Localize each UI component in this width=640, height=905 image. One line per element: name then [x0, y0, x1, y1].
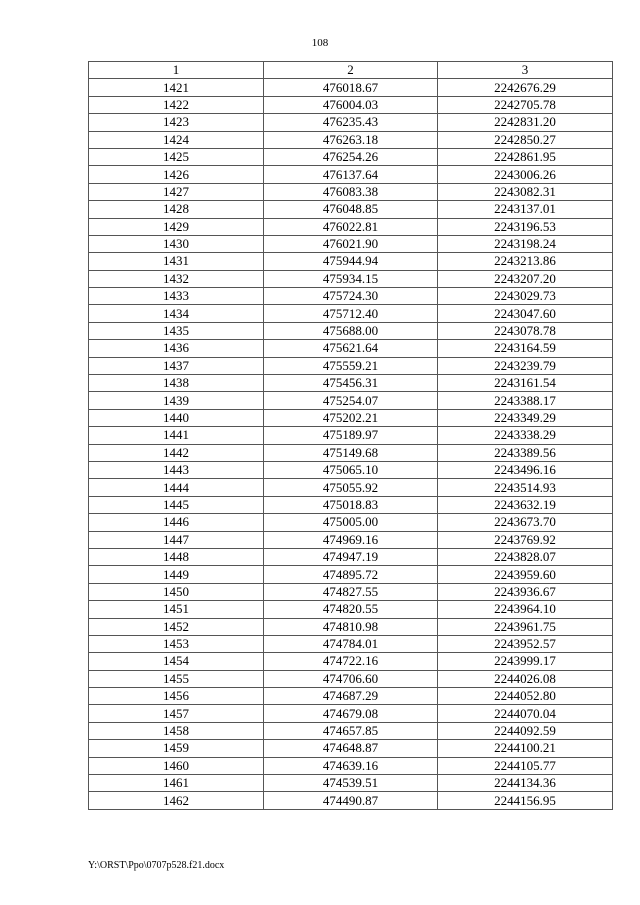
x-coordinate-cell: 474639.16: [264, 757, 438, 774]
point-number-cell: 1427: [89, 183, 264, 200]
table-row: [89, 131, 613, 148]
y-coordinate-cell: 2243047.60: [438, 305, 613, 322]
y-coordinate-cell: 2243999.17: [438, 653, 613, 670]
y-coordinate-cell: 2243632.19: [438, 496, 613, 513]
y-coordinate-cell: 2243161.54: [438, 375, 613, 392]
x-coordinate-cell: 475055.92: [264, 479, 438, 496]
x-coordinate-cell: 475005.00: [264, 514, 438, 531]
point-number-cell: 1430: [89, 235, 264, 252]
table-row: [89, 235, 613, 252]
x-coordinate-cell: 474539.51: [264, 775, 438, 792]
point-number-cell: 1444: [89, 479, 264, 496]
y-coordinate-cell: 2244052.80: [438, 688, 613, 705]
point-number-cell: 1433: [89, 288, 264, 305]
table-row: [89, 114, 613, 131]
y-coordinate-cell: 2244092.59: [438, 722, 613, 739]
y-coordinate-cell: 2244156.95: [438, 792, 613, 809]
point-number-cell: 1441: [89, 427, 264, 444]
y-coordinate-cell: 2243673.70: [438, 514, 613, 531]
point-number-cell: 1422: [89, 96, 264, 113]
y-coordinate-cell: 2244026.08: [438, 670, 613, 687]
y-coordinate-cell: 2244105.77: [438, 757, 613, 774]
y-coordinate-cell: 2243389.56: [438, 444, 613, 461]
point-number-cell: 1442: [89, 444, 264, 461]
table-row: [89, 357, 613, 374]
table-row: [89, 548, 613, 565]
point-number-cell: 1458: [89, 722, 264, 739]
table-row: [89, 444, 613, 461]
table-row: [89, 722, 613, 739]
x-coordinate-cell: 476137.64: [264, 166, 438, 183]
table-row: [89, 79, 613, 96]
y-coordinate-cell: 2243239.79: [438, 357, 613, 374]
x-coordinate-cell: 475724.30: [264, 288, 438, 305]
table-row: [89, 670, 613, 687]
y-coordinate-cell: 2243496.16: [438, 461, 613, 478]
y-coordinate-cell: 2243349.29: [438, 409, 613, 426]
coordinates-table: [88, 61, 613, 810]
x-coordinate-cell: 475018.83: [264, 496, 438, 513]
table-row: [89, 270, 613, 287]
y-coordinate-cell: 2243964.10: [438, 601, 613, 618]
table-row: [89, 705, 613, 722]
x-coordinate-cell: 475688.00: [264, 322, 438, 339]
point-number-cell: 1437: [89, 357, 264, 374]
point-number-cell: 1446: [89, 514, 264, 531]
point-number-cell: 1426: [89, 166, 264, 183]
table-row: [89, 183, 613, 200]
x-coordinate-cell: 474706.60: [264, 670, 438, 687]
point-number-cell: 1421: [89, 79, 264, 96]
point-number-cell: 1451: [89, 601, 264, 618]
point-number-cell: 1431: [89, 253, 264, 270]
x-coordinate-cell: 474947.19: [264, 548, 438, 565]
table-row: [89, 496, 613, 513]
table-row: [89, 792, 613, 809]
x-coordinate-cell: 474827.55: [264, 583, 438, 600]
point-number-cell: 1461: [89, 775, 264, 792]
point-number-cell: 1440: [89, 409, 264, 426]
table-row: [89, 479, 613, 496]
y-coordinate-cell: 2243137.01: [438, 201, 613, 218]
table-row: [89, 688, 613, 705]
y-coordinate-cell: 2243961.75: [438, 618, 613, 635]
column-header: 2: [264, 62, 438, 79]
point-number-cell: 1456: [89, 688, 264, 705]
x-coordinate-cell: 476022.81: [264, 218, 438, 235]
x-coordinate-cell: 474687.29: [264, 688, 438, 705]
x-coordinate-cell: 474722.16: [264, 653, 438, 670]
point-number-cell: 1457: [89, 705, 264, 722]
x-coordinate-cell: 475456.31: [264, 375, 438, 392]
table-row: [89, 166, 613, 183]
y-coordinate-cell: 2242831.20: [438, 114, 613, 131]
x-coordinate-cell: 474820.55: [264, 601, 438, 618]
table-body: [89, 79, 613, 809]
point-number-cell: 1449: [89, 566, 264, 583]
table-row: [89, 601, 613, 618]
x-coordinate-cell: 475559.21: [264, 357, 438, 374]
column-header: 3: [438, 62, 613, 79]
table-row: [89, 409, 613, 426]
table-row: [89, 618, 613, 635]
table-row: [89, 566, 613, 583]
y-coordinate-cell: 2242705.78: [438, 96, 613, 113]
table-row: [89, 740, 613, 757]
x-coordinate-cell: 475254.07: [264, 392, 438, 409]
table-row: [89, 583, 613, 600]
point-number-cell: 1447: [89, 531, 264, 548]
y-coordinate-cell: 2242676.29: [438, 79, 613, 96]
y-coordinate-cell: 2243006.26: [438, 166, 613, 183]
table-row: [89, 201, 613, 218]
point-number-cell: 1438: [89, 375, 264, 392]
y-coordinate-cell: 2243514.93: [438, 479, 613, 496]
column-header: 1: [89, 62, 264, 79]
table-row: [89, 514, 613, 531]
point-number-cell: 1448: [89, 548, 264, 565]
table-row: [89, 775, 613, 792]
table-row: [89, 427, 613, 444]
y-coordinate-cell: 2243078.78: [438, 322, 613, 339]
point-number-cell: 1460: [89, 757, 264, 774]
point-number-cell: 1443: [89, 461, 264, 478]
y-coordinate-cell: 2243828.07: [438, 548, 613, 565]
y-coordinate-cell: 2244070.04: [438, 705, 613, 722]
table-row: [89, 253, 613, 270]
table-row: [89, 218, 613, 235]
x-coordinate-cell: 475189.97: [264, 427, 438, 444]
point-number-cell: 1462: [89, 792, 264, 809]
y-coordinate-cell: 2243769.92: [438, 531, 613, 548]
x-coordinate-cell: 474679.08: [264, 705, 438, 722]
point-number-cell: 1425: [89, 148, 264, 165]
x-coordinate-cell: 475934.15: [264, 270, 438, 287]
y-coordinate-cell: 2243952.57: [438, 635, 613, 652]
x-coordinate-cell: 474490.87: [264, 792, 438, 809]
y-coordinate-cell: 2243196.53: [438, 218, 613, 235]
x-coordinate-cell: 475621.64: [264, 340, 438, 357]
point-number-cell: 1459: [89, 740, 264, 757]
point-number-cell: 1453: [89, 635, 264, 652]
table-row: [89, 531, 613, 548]
x-coordinate-cell: 476254.26: [264, 148, 438, 165]
table-row: [89, 757, 613, 774]
y-coordinate-cell: 2243207.20: [438, 270, 613, 287]
point-number-cell: 1428: [89, 201, 264, 218]
x-coordinate-cell: 476083.38: [264, 183, 438, 200]
y-coordinate-cell: 2242861.95: [438, 148, 613, 165]
x-coordinate-cell: 474648.87: [264, 740, 438, 757]
x-coordinate-cell: 475712.40: [264, 305, 438, 322]
page-number: 108: [311, 37, 329, 49]
point-number-cell: 1434: [89, 305, 264, 322]
x-coordinate-cell: 476021.90: [264, 235, 438, 252]
point-number-cell: 1452: [89, 618, 264, 635]
x-coordinate-cell: 474810.98: [264, 618, 438, 635]
x-coordinate-cell: 476004.03: [264, 96, 438, 113]
point-number-cell: 1424: [89, 131, 264, 148]
point-number-cell: 1455: [89, 670, 264, 687]
y-coordinate-cell: 2243029.73: [438, 288, 613, 305]
x-coordinate-cell: 475202.21: [264, 409, 438, 426]
table-row: [89, 461, 613, 478]
table-row: [89, 375, 613, 392]
table-row: [89, 340, 613, 357]
table-row: [89, 322, 613, 339]
y-coordinate-cell: 2243198.24: [438, 235, 613, 252]
x-coordinate-cell: 474895.72: [264, 566, 438, 583]
x-coordinate-cell: 474784.01: [264, 635, 438, 652]
point-number-cell: 1435: [89, 322, 264, 339]
y-coordinate-cell: 2242850.27: [438, 131, 613, 148]
table-row: [89, 148, 613, 165]
footer-file-path: Y:\ORST\Ppo\0707p528.f21.docx: [88, 860, 225, 871]
point-number-cell: 1423: [89, 114, 264, 131]
table-row: [89, 305, 613, 322]
y-coordinate-cell: 2244134.36: [438, 775, 613, 792]
x-coordinate-cell: 476018.67: [264, 79, 438, 96]
point-number-cell: 1436: [89, 340, 264, 357]
table-row: [89, 392, 613, 409]
point-number-cell: 1439: [89, 392, 264, 409]
y-coordinate-cell: 2243213.86: [438, 253, 613, 270]
x-coordinate-cell: 474657.85: [264, 722, 438, 739]
x-coordinate-cell: 474969.16: [264, 531, 438, 548]
point-number-cell: 1445: [89, 496, 264, 513]
x-coordinate-cell: 476235.43: [264, 114, 438, 131]
y-coordinate-cell: 2243959.60: [438, 566, 613, 583]
x-coordinate-cell: 476263.18: [264, 131, 438, 148]
table-row: [89, 635, 613, 652]
y-coordinate-cell: 2243936.67: [438, 583, 613, 600]
x-coordinate-cell: 475944.94: [264, 253, 438, 270]
table-row: [89, 288, 613, 305]
y-coordinate-cell: 2243082.31: [438, 183, 613, 200]
point-number-cell: 1432: [89, 270, 264, 287]
point-number-cell: 1454: [89, 653, 264, 670]
x-coordinate-cell: 476048.85: [264, 201, 438, 218]
x-coordinate-cell: 475149.68: [264, 444, 438, 461]
table-row: [89, 96, 613, 113]
point-number-cell: 1429: [89, 218, 264, 235]
y-coordinate-cell: 2243164.59: [438, 340, 613, 357]
x-coordinate-cell: 475065.10: [264, 461, 438, 478]
point-number-cell: 1450: [89, 583, 264, 600]
table-header-row: [89, 62, 613, 79]
table-row: [89, 653, 613, 670]
y-coordinate-cell: 2243388.17: [438, 392, 613, 409]
y-coordinate-cell: 2243338.29: [438, 427, 613, 444]
y-coordinate-cell: 2244100.21: [438, 740, 613, 757]
